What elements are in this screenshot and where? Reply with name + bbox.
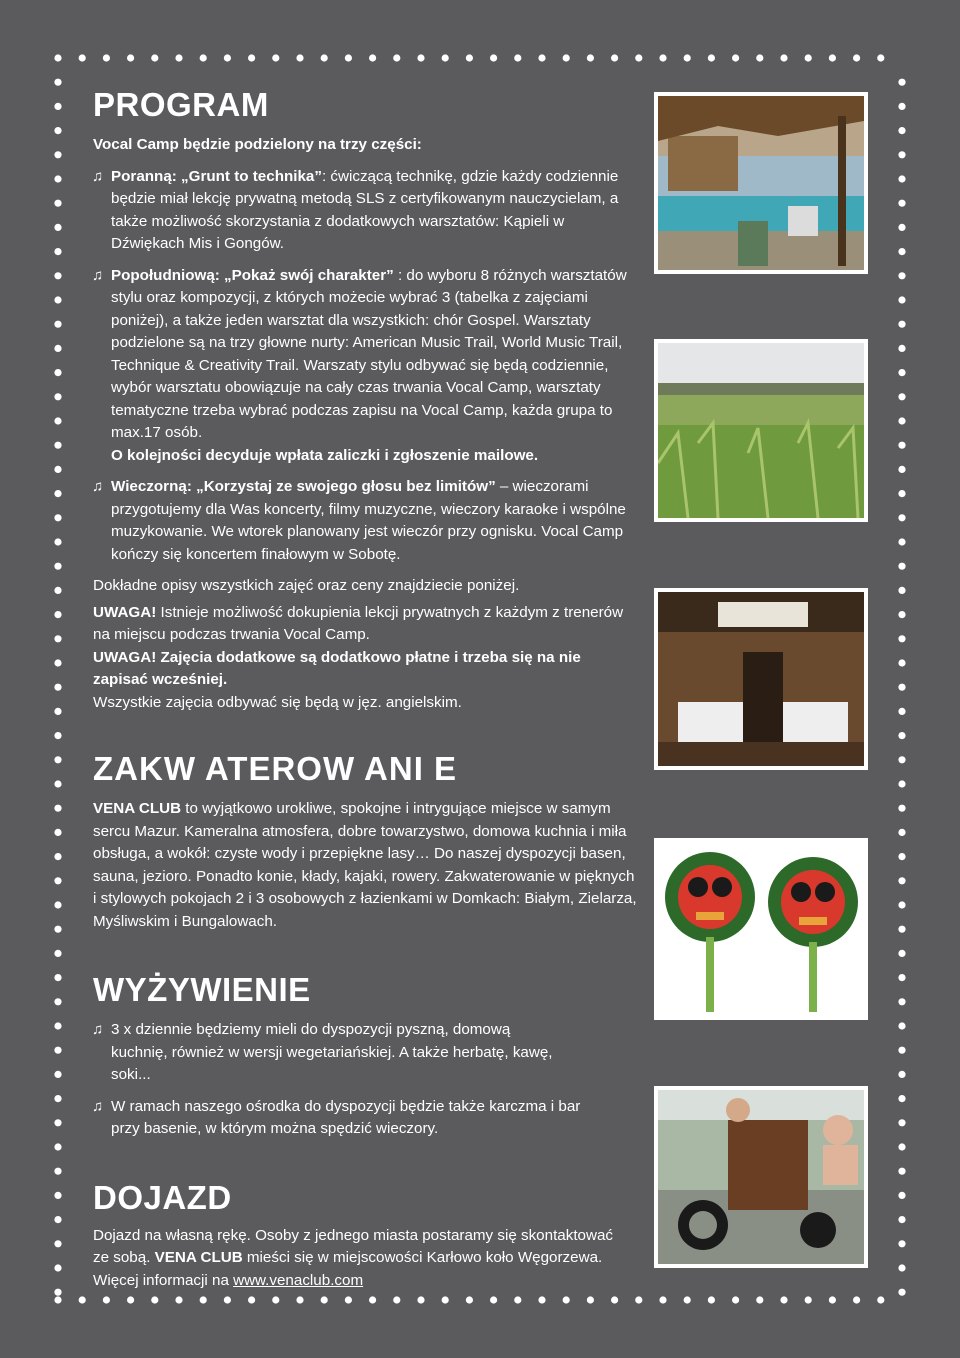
border-dot xyxy=(54,393,61,400)
border-dot xyxy=(898,514,905,521)
border-dot xyxy=(898,1119,905,1126)
morning-text: : ćwiczącą technikę, gdzie każdy codziennie będzie miał lekcję prywatną metodą SLS z certyfikowanym nauczycielam, a także możliwość skorzystania z dodatkowych warsztatów: Kąpieli w Dźwiękach Mis i Gongów. xyxy=(111,167,619,252)
main-content xyxy=(93,86,641,1292)
border-dot xyxy=(898,151,905,158)
border-dot xyxy=(780,1296,787,1303)
border-dot xyxy=(127,1296,134,1303)
border-dot xyxy=(563,1296,570,1303)
border-dot xyxy=(54,1240,61,1247)
border-dot xyxy=(898,659,905,666)
border-dot xyxy=(611,1296,618,1303)
border-dot xyxy=(898,369,905,376)
border-dot xyxy=(296,1296,303,1303)
border-dot xyxy=(54,1289,61,1296)
border-dot xyxy=(898,756,905,763)
border-dot xyxy=(54,417,61,424)
border-dot xyxy=(898,200,905,207)
border-dot xyxy=(54,1168,61,1175)
border-dot xyxy=(538,1296,545,1303)
border-dot xyxy=(54,950,61,957)
border-dot xyxy=(898,635,905,642)
border-dot xyxy=(54,345,61,352)
border-dot xyxy=(54,466,61,473)
border-dot xyxy=(175,54,182,61)
border-dot xyxy=(54,127,61,134)
border-dot xyxy=(54,1296,61,1303)
border-dot xyxy=(103,54,110,61)
warning-label: UWAGA! xyxy=(93,603,157,621)
border-dot xyxy=(898,587,905,594)
border-dot xyxy=(611,54,618,61)
border-dot xyxy=(54,756,61,763)
border-dot xyxy=(54,248,61,255)
border-dot xyxy=(898,611,905,618)
brand-name: VENA CLUB xyxy=(154,1249,243,1266)
music-note-icon: ♫ xyxy=(92,266,104,284)
program-warning-2: UWAGA! Zajęcia dodatkowe są dodatkowo płatne i trzeba się na nie zapisać wcześniej. xyxy=(93,648,581,688)
border-dot xyxy=(54,974,61,981)
border-dot xyxy=(54,1095,61,1102)
border-dot xyxy=(54,998,61,1005)
food-item-2 xyxy=(93,1096,641,1141)
food-item-1 xyxy=(93,1019,641,1087)
travel-text-2: mieści się w miejscowości Karłowo koło Węgorzewa. Więcej informacji na xyxy=(93,1249,603,1289)
border-dot xyxy=(898,79,905,86)
music-note-icon: ♫ xyxy=(92,1021,104,1038)
border-dot xyxy=(54,1192,61,1199)
border-dot xyxy=(54,1119,61,1126)
piano-motorbike-photo xyxy=(654,1086,868,1268)
program-afternoon xyxy=(93,265,641,468)
border-dot xyxy=(296,54,303,61)
border-dot xyxy=(272,1296,279,1303)
border-dot xyxy=(224,54,231,61)
border-dot xyxy=(635,1296,642,1303)
border-dot xyxy=(898,1143,905,1150)
border-dot xyxy=(732,54,739,61)
border-dot xyxy=(898,805,905,812)
border-dot xyxy=(54,563,61,570)
program-language: Wszystkie zajęcia odbywać się będą w jęz. angielskim. xyxy=(93,693,462,711)
border-dot xyxy=(127,54,134,61)
music-note-icon: ♫ xyxy=(92,478,104,495)
border-dot xyxy=(898,853,905,860)
border-dot xyxy=(54,805,61,812)
border-dot xyxy=(898,829,905,836)
travel-text-1: Dojazd na własną rękę. Osoby z jednego miasta postaramy się skontaktować ze sobą. xyxy=(93,1226,614,1266)
border-dot xyxy=(898,1168,905,1175)
border-dot xyxy=(103,1296,110,1303)
border-dot xyxy=(898,1264,905,1271)
border-dot xyxy=(248,1296,255,1303)
border-dot xyxy=(417,1296,424,1303)
border-dot xyxy=(321,54,328,61)
border-dot xyxy=(54,853,61,860)
border-dot xyxy=(200,54,207,61)
border-dot xyxy=(514,54,521,61)
border-dot xyxy=(898,175,905,182)
accommodation-body: to wyjątkowo urokliwe, spokojne i intrygujące miejsce w samym sercu Mazur. Kameralna atmosfera, dobre towarzystwo, domowa kuchnia i miła obsługa, a wokół: czyste wody i przepiękne lasy… Do naszej dyspozycji basen, sauna, jezioro. Ponadto konie, kłady, kajaki, rowery. Zakwaterowanie w pięknych i stylowych pokojach 2 i 3 osobowych z łazienkami w Domkach: Białym, Zielarza, Myśliwskim i Bungalowach. xyxy=(93,800,637,930)
afternoon-text: : do wyboru 8 różnych warsztatów stylu oraz kompozycji, z których możecie wybrać 3 (tabelka z zajęciami poniżej), a także jeden warsztat dla wszystkich: chór Gospel. Warsztaty podzielone są na trzy głowne nurty: American Music Trail, World Music Trail, Technique & Creativity Trail. Warszaty stylu odbywać się będą codziennie, wybór warsztatu obowiązuje na cały czas trwania Vocal Camp, warsztaty tematyczne trzeba wybrać podczas zapisu na Vocal Camp, każda grupa to max.17 osób. xyxy=(111,266,627,441)
border-dot xyxy=(684,1296,691,1303)
border-dot xyxy=(898,538,905,545)
border-dot xyxy=(898,1216,905,1223)
brand-name: VENA CLUB xyxy=(93,800,182,817)
border-dot xyxy=(853,1296,860,1303)
food-item-2-text: W ramach naszego ośrodka do dyspozycji będzie także karczma i bar przy basenie, w którym można spędzić wieczory. xyxy=(111,1097,581,1137)
border-dot xyxy=(805,54,812,61)
border-dot xyxy=(853,54,860,61)
border-dot xyxy=(417,54,424,61)
border-dot xyxy=(54,151,61,158)
border-dot xyxy=(635,54,642,61)
border-dot xyxy=(898,127,905,134)
border-dot xyxy=(54,708,61,715)
border-dot xyxy=(54,514,61,521)
border-dot xyxy=(442,1296,449,1303)
border-dot xyxy=(369,1296,376,1303)
travel-text xyxy=(93,1225,641,1293)
border-dot xyxy=(898,732,905,739)
border-dot xyxy=(898,272,905,279)
program-morning xyxy=(93,166,641,256)
program-intro: Vocal Camp będzie podzielony na trzy części: xyxy=(93,136,422,153)
bedroom-photo xyxy=(654,588,868,770)
afternoon-lead: Popołudniową: „Pokaż swój charakter” xyxy=(111,266,394,284)
program-warning-1 xyxy=(93,602,641,647)
border-dot xyxy=(466,54,473,61)
border-dot xyxy=(490,54,497,61)
border-dot xyxy=(898,1071,905,1078)
border-dot xyxy=(54,1022,61,1029)
border-dot xyxy=(54,1143,61,1150)
border-dot xyxy=(151,54,158,61)
food-item-1-text: 3 x dziennie będziemy mieli do dyspozycji pyszną, domową kuchnię, również w wersji wegetariańskiej. A także herbatę, kawę, soki... xyxy=(111,1021,553,1083)
evening-text: – wieczorami przygotujemy dla Was koncerty, filmy muzyczne, wieczory karaoke i wspólne muzykowanie. We wtorek planowany jest wieczór przy ognisku. Vocal Camp kończy się koncertem finałowym w Sobotę. xyxy=(111,478,626,563)
border-dot xyxy=(54,296,61,303)
border-dot xyxy=(79,1296,86,1303)
pool-photo xyxy=(654,92,868,274)
border-dot xyxy=(442,54,449,61)
border-dot xyxy=(780,54,787,61)
border-dot xyxy=(684,54,691,61)
lake-meadow-photo xyxy=(654,339,868,522)
music-note-icon: ♫ xyxy=(92,167,104,185)
border-dot xyxy=(54,635,61,642)
border-dot xyxy=(898,1047,905,1054)
border-dot xyxy=(393,1296,400,1303)
warning-text: Istnieje możliwość dokupienia lekcji prywatnych z każdym z trenerów na miejscu podczas trwania Vocal Camp. xyxy=(93,603,624,643)
border-dot xyxy=(54,200,61,207)
border-dot xyxy=(898,974,905,981)
food-title: WYŻYWIENIE xyxy=(93,971,311,1008)
border-dot xyxy=(538,54,545,61)
food-faces-photo xyxy=(654,838,868,1020)
border-dot xyxy=(898,563,905,570)
border-dot xyxy=(54,490,61,497)
border-dot xyxy=(345,54,352,61)
border-dot xyxy=(54,442,61,449)
music-note-icon: ♫ xyxy=(92,1097,104,1115)
border-dot xyxy=(756,1296,763,1303)
border-dot xyxy=(54,780,61,787)
evening-lead: Wieczorną: „Korzystaj ze swojego głosu bez limitów” xyxy=(111,478,496,495)
border-dot xyxy=(898,466,905,473)
border-dot xyxy=(54,684,61,691)
afternoon-bold-note: O kolejności decyduje wpłata zaliczki i zgłoszenie mailowe. xyxy=(111,446,539,464)
border-dot xyxy=(248,54,255,61)
border-dot xyxy=(224,1296,231,1303)
border-dot xyxy=(898,1240,905,1247)
border-dot xyxy=(54,54,61,61)
accommodation-text xyxy=(93,798,641,933)
accommodation-title: ZAKW ATEROW ANI E xyxy=(93,750,458,787)
border-dot xyxy=(151,1296,158,1303)
border-dot xyxy=(54,659,61,666)
border-dot xyxy=(756,54,763,61)
border-dot xyxy=(54,321,61,328)
program-evening xyxy=(93,476,641,566)
border-dot xyxy=(898,1192,905,1199)
program-title: PROGRAM xyxy=(93,86,269,123)
morning-lead: Poranną: „Grunt to technika” xyxy=(111,167,322,185)
border-dot xyxy=(898,1289,905,1296)
border-dot xyxy=(898,684,905,691)
border-dot xyxy=(659,1296,666,1303)
border-dot xyxy=(54,732,61,739)
border-dot xyxy=(54,175,61,182)
border-dot xyxy=(898,950,905,957)
border-dot xyxy=(79,54,86,61)
border-dot xyxy=(898,926,905,933)
border-dot xyxy=(54,79,61,86)
border-dot xyxy=(898,708,905,715)
border-dot xyxy=(587,1296,594,1303)
border-dot xyxy=(708,1296,715,1303)
border-dot xyxy=(732,1296,739,1303)
border-dot xyxy=(898,417,905,424)
border-dot xyxy=(877,54,884,61)
border-dot xyxy=(54,1071,61,1078)
border-dot xyxy=(898,877,905,884)
border-dot xyxy=(898,393,905,400)
border-dot xyxy=(490,1296,497,1303)
border-dot xyxy=(898,1095,905,1102)
border-dot xyxy=(898,345,905,352)
website-link[interactable]: www.venaclub.com xyxy=(233,1271,364,1289)
border-dot xyxy=(200,1296,207,1303)
border-dot xyxy=(54,272,61,279)
border-dot xyxy=(466,1296,473,1303)
border-dot xyxy=(898,780,905,787)
border-dot xyxy=(272,54,279,61)
border-dot xyxy=(898,901,905,908)
border-dot xyxy=(345,1296,352,1303)
border-dot xyxy=(898,103,905,110)
border-dot xyxy=(54,1047,61,1054)
border-dot xyxy=(829,54,836,61)
border-dot xyxy=(563,54,570,61)
border-dot xyxy=(877,1296,884,1303)
travel-title: DOJAZD xyxy=(93,1178,232,1216)
border-dot xyxy=(514,1296,521,1303)
border-dot xyxy=(54,1216,61,1223)
border-dot xyxy=(54,1264,61,1271)
border-dot xyxy=(898,998,905,1005)
border-dot xyxy=(54,829,61,836)
border-dot xyxy=(659,54,666,61)
border-dot xyxy=(175,1296,182,1303)
program-details: Dokładne opisy wszystkich zajęć oraz ceny znajdziecie poniżej. xyxy=(93,577,520,594)
border-dot xyxy=(898,296,905,303)
border-dot xyxy=(54,901,61,908)
border-dot xyxy=(708,54,715,61)
border-dot xyxy=(54,926,61,933)
border-dot xyxy=(54,103,61,110)
border-dot xyxy=(898,442,905,449)
border-dot xyxy=(54,538,61,545)
border-dot xyxy=(54,877,61,884)
border-dot xyxy=(898,224,905,231)
border-dot xyxy=(829,1296,836,1303)
border-dot xyxy=(898,490,905,497)
border-dot xyxy=(805,1296,812,1303)
border-dot xyxy=(54,369,61,376)
border-dot xyxy=(898,1022,905,1029)
border-dot xyxy=(898,321,905,328)
border-dot xyxy=(587,54,594,61)
border-dot xyxy=(54,224,61,231)
border-dot xyxy=(369,54,376,61)
border-dot xyxy=(321,1296,328,1303)
border-dot xyxy=(54,611,61,618)
border-dot xyxy=(393,54,400,61)
border-dot xyxy=(898,248,905,255)
border-dot xyxy=(54,587,61,594)
